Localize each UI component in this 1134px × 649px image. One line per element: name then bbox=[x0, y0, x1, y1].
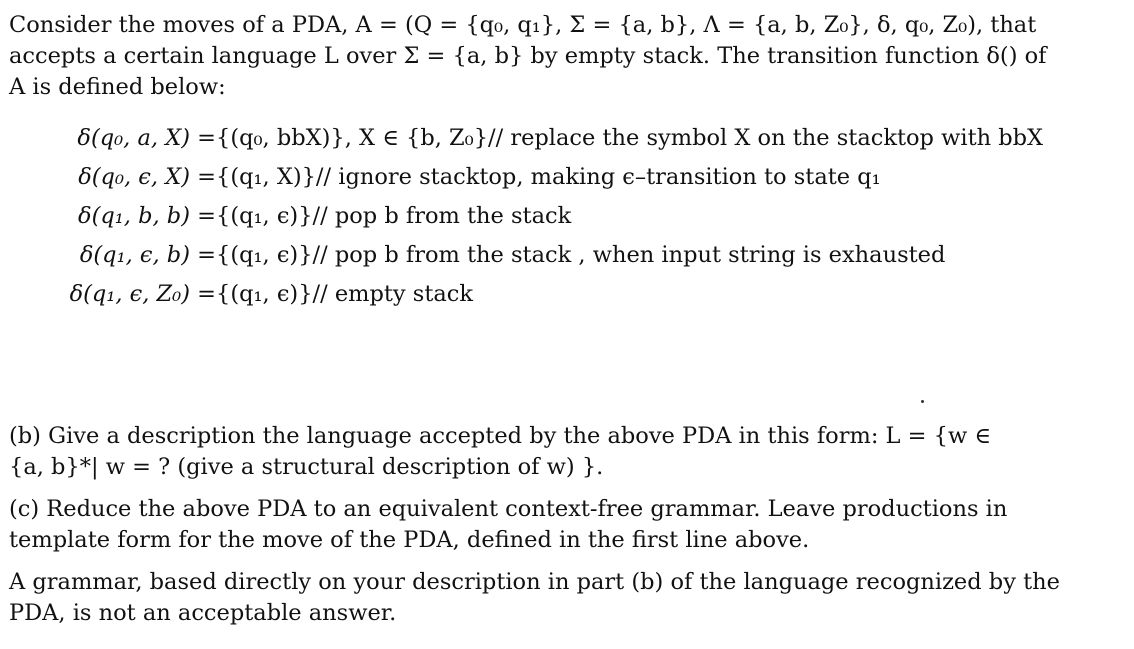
transition-lhs: δ(q₁, ϵ, b) = bbox=[79, 242, 216, 268]
transition-lhs: δ(q₁, b, b) = bbox=[78, 203, 216, 229]
intro-line-2: accepts a certain language L over Σ = {a, b} by empty stack. The transition function δ() of bbox=[9, 43, 1047, 69]
transition-rhs: {(q₁, ϵ)}// empty stack bbox=[216, 281, 474, 307]
stray-dot bbox=[921, 400, 924, 403]
transition-lhs: δ(q₀, a, X) = bbox=[77, 125, 216, 151]
part-b-paragraph bbox=[9, 421, 1109, 483]
transition-lhs: δ(q₁, ϵ, Z₀) = bbox=[69, 281, 216, 307]
intro-line-3: A is defined below: bbox=[9, 74, 226, 100]
part-b-line-1: (b) Give a description the language accepted by the above PDA in this form: L = {w ∈ bbox=[9, 423, 992, 449]
intro-paragraph bbox=[9, 10, 1109, 103]
transition-rhs: {(q₁, X)}// ignore stacktop, making ϵ–transition to state q₁ bbox=[216, 164, 881, 190]
transition-lhs: δ(q₀, ϵ, X) = bbox=[78, 164, 216, 190]
transition-rhs: {(q₀, bbX)}, X ∈ {b, Z₀}// replace the symbol X on the stacktop with bbX bbox=[216, 125, 1044, 151]
transition-function-list bbox=[32, 123, 1112, 318]
note-line-2: PDA, is not an acceptable answer. bbox=[9, 600, 397, 626]
transition-rhs: {(q₁, ϵ)}// pop b from the stack bbox=[216, 203, 572, 229]
transition-row bbox=[32, 279, 1112, 318]
intro-line-1: Consider the moves of a PDA, A = (Q = {q₀, q₁}, Σ = {a, b}, Λ = {a, b, Z₀}, δ, q₀, Z₀), that bbox=[9, 12, 1037, 38]
transition-row bbox=[32, 123, 1112, 162]
part-b-line-2: {a, b}*| w = ? (give a structural description of w) }. bbox=[9, 454, 604, 480]
part-c-line-2: template form for the move of the PDA, defined in the first line above. bbox=[9, 527, 810, 553]
transition-row bbox=[32, 240, 1112, 279]
transition-rhs: {(q₁, ϵ)}// pop b from the stack , when input string is exhausted bbox=[216, 242, 946, 268]
part-c-paragraph bbox=[9, 494, 1109, 556]
note-paragraph bbox=[9, 567, 1109, 629]
transition-row bbox=[32, 201, 1112, 240]
part-c-line-1: (c) Reduce the above PDA to an equivalent context-free grammar. Leave productions in bbox=[9, 496, 1008, 522]
transition-row bbox=[32, 162, 1112, 201]
note-line-1: A grammar, based directly on your description in part (b) of the language recognized by the bbox=[9, 569, 1060, 595]
